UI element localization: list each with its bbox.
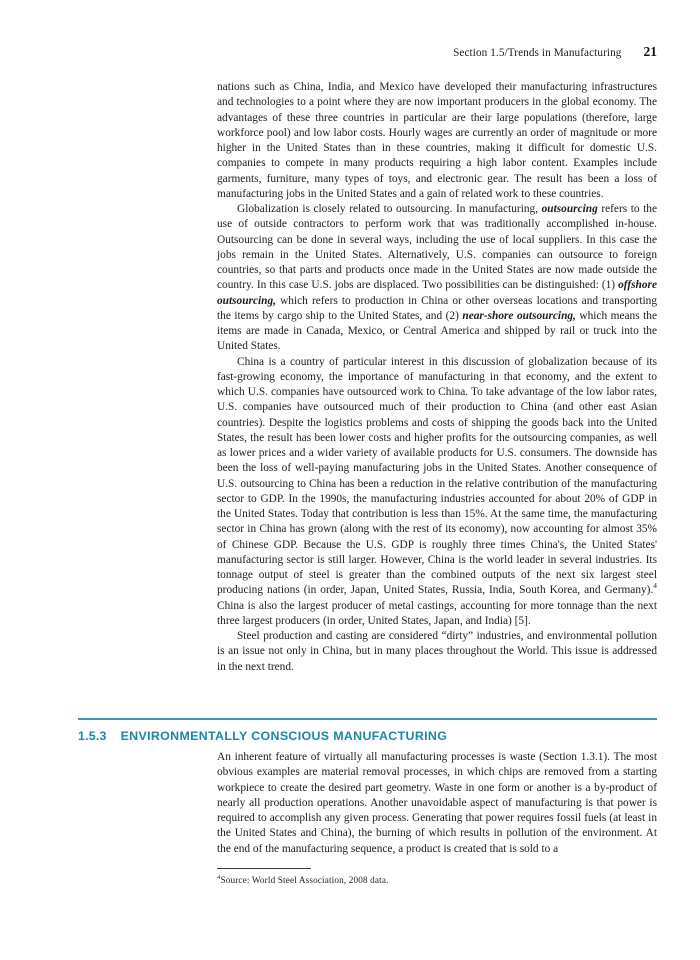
paragraph-waste: [217, 750, 657, 857]
section-number: 1.5.3: [78, 729, 107, 743]
paragraph-text-segment: China is also the largest producer of metal castings, accounting for more tonnage than the next three largest producers (in order, United States, Japan, and India) [5].: [217, 599, 657, 627]
section-heading: [78, 729, 657, 743]
section-divider-rule: [78, 718, 657, 720]
footnote-marker: 4: [217, 873, 221, 881]
paragraph-text-segment: which refers to production in China or other overseas locations and transporting the items by cargo ship to the United States, and (2): [217, 294, 657, 322]
paragraph-text-segment: refers to the use of outside contractors to perform work that was traditionally accomplished in-house. Outsourcing can be done in several ways, including the use of local suppliers. In this case the jobs remain in the United States. Alternatively, U.S. companies can outsource to foreign countries, so that parts and products once made in the United States are now made outside the country. In this case U.S. jobs are displaced. Two possibilities can be distinguished: (1): [217, 203, 657, 292]
paragraph-text: Steel production and casting are considered “dirty” industries, and environmental pollution is an issue not only in China, but in many places throughout the World. This issue is addressed in the next trend.: [217, 630, 657, 673]
paragraph-text: nations such as China, India, and Mexico have developed their manufacturing infrastructures and technologies to a point where they are now important producers in the global economy. The advantages of these three countries in particular are their large populations (therefore, large workforce pool) and low labor costs. Hourly wages are currently an order of magnitude or more higher in the United States than in these countries, making it difficult for domestic U.S. companies to compete in many products requiring a high labor content. Examples include garments, furniture, many types of toys, and electronic gear. The result has been a loss of manufacturing jobs in the United States and a gain of related work to these countries.: [217, 81, 657, 200]
footnote-text: Source: World Steel Association, 2008 data.: [220, 875, 389, 885]
emphasis-near-shore-outsourcing: near-shore outsourcing,: [462, 309, 576, 322]
paragraph-outsourcing: [217, 202, 657, 355]
paragraph-china: [217, 355, 657, 630]
paragraph-continued: [217, 80, 657, 202]
paragraph-text-segment: Globalization is closely related to outsourcing. In manufacturing,: [237, 203, 542, 215]
footnote-block: [217, 868, 657, 886]
page-number: 21: [643, 44, 657, 59]
text-column-lower: [217, 750, 657, 857]
emphasis-offshore-outsourcing: offshore outsourcing,: [217, 279, 657, 307]
paragraph-text-segment: which means the items are made in Canada, Mexico, or Central America and shipped by rail or truck into the United States.: [217, 309, 657, 353]
running-head-title: Section 1.5/Trends in Manufacturing: [453, 47, 622, 59]
section-title: ENVIRONMENTALLY CONSCIOUS MANUFACTURING: [120, 729, 448, 743]
text-column-upper: [217, 80, 657, 675]
footnote-separator-rule: [217, 868, 311, 869]
paragraph-steel-pollution: [217, 629, 657, 675]
paragraph-text: An inherent feature of virtually all manufacturing processes is waste (Section 1.3.1). The most obvious examples are material removal processes, in which chips are removed from a starting workpiece to create the desired part geometry. Waste in one form or another is a by-product of nearly all production operations. Another unavoidable aspect of manufacturing is that power is required to accomplish any given process. Generating that power requires fossil fuels (at least in the United States and China), the burning of which results in pollution of the environment. At the end of the manufacturing sequence, a product is created that is sold to a: [217, 751, 657, 855]
emphasis-outsourcing: outsourcing: [541, 203, 598, 215]
section-heading-block: [78, 718, 657, 743]
running-head: [217, 44, 657, 60]
paragraph-text-segment: China is a country of particular interest in this discussion of globalization because of its fast-growing economy, the importance of manufacturing in that economy, and the extent to which U.S. companies have outsourced work to China. To take advantage of the low labor rates, U.S. companies have outsourced much of their production to China (and other east Asian countries). Despite the logistics problems and costs of shipping the goods back into the United States, the result has been lower costs and higher profits for the outsourcing companies, as well as lower prices and a wider variety of available products for U.S. consumers. The downside has been the loss of well-paying manufacturing jobs in the United States. Another consequence of U.S. outsourcing to China has been a reduction in the relative contribution of the manufacturing sector to GDP. In the 1990s, the manufacturing industries accounted for about 20% of GDP in the United States. Today that contribution is less than 15%. At the same time, the manufacturing sector in China has grown (along with the rest of its economy), now accounting for almost 35% of Chinese GDP. Because the U.S. GDP is roughly three times China's, the United States' manufacturing sector is still larger. However, China is the world leader in several industries. Its tonnage output of steel is greater than the combined outputs of the next six largest steel producing nations (in order, Japan, United States, Russia, India, South Korea, and Germany).: [217, 355, 657, 597]
footnote-reference-marker: 4: [653, 581, 657, 591]
footnote: [217, 874, 657, 886]
